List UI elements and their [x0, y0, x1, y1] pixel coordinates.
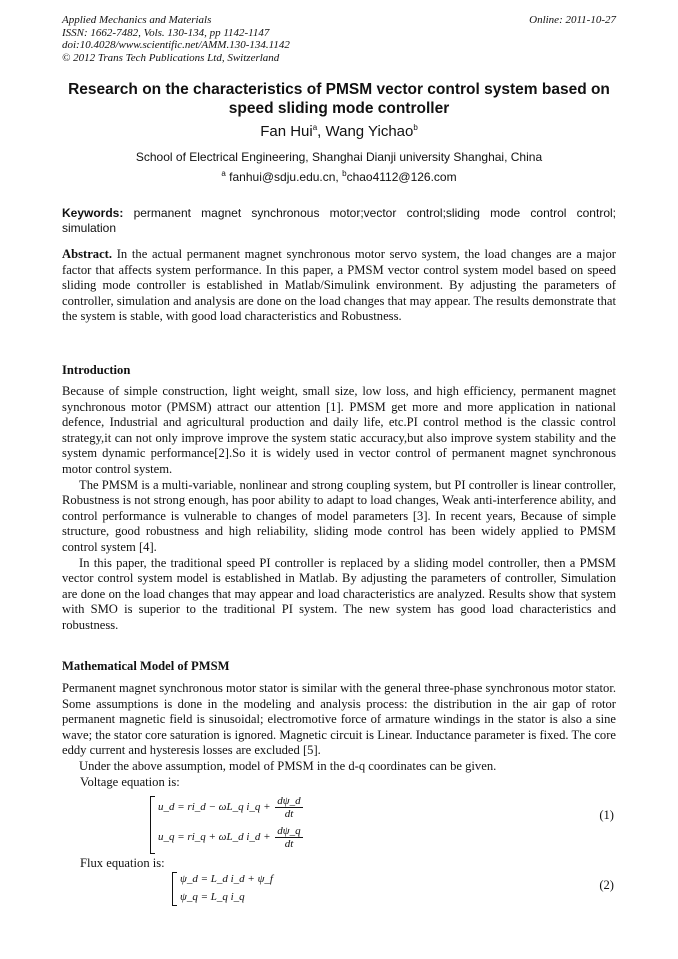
equation-1-number: (1): [599, 808, 614, 822]
authors: [0, 123, 678, 140]
equation-2-line-2: ψ_q = L_q i_q: [180, 891, 245, 903]
email-b: chao4112@126.com: [346, 170, 457, 184]
intro-paragraph-1: Because of simple construction, light weight, small size, low loss, and high efficiency, permanent magnet synchronous motor (PMSM) attract our attention [1]. PMSM get more and more application in national defence, Industrial and agricultural production and daily life, etc.PI control method is the classic control strategy,it can not only improve improve the system static accuracy,but also improve system stability and the system dynamic performance[2].So it is widely used in vector control of permanent magnet synchronous motor control system.: [62, 384, 616, 476]
abstract-text: In the actual permanent magnet synchronous motor servo system, the load changes are a major factor that affects system performance. In this paper, a PMSM vector control system model based on speed sliding mode controller is established in Matlab/Simulink environment. By adjusting the parameters of controller, simulation and analysis are done on the load changes that may appear. The results demonstrate that the system is stable, with good load characteristics and Robustness.: [62, 247, 616, 324]
intro-paragraph-2: The PMSM is a multi-variable, nonlinear and strong coupling system, but PI controller is linear controller, Robustness is not strong enough, has poor ability to adapt to load changes, Weak anti-interference ability, and control performance is vulnerable to changes of model parameters [3]. In recent years, Because of simple structure, good robustness and high reliability, sliding mode control has been widely applied to PMSM control system [4].: [62, 477, 616, 554]
voltage-equation-label: Voltage equation is:: [80, 775, 180, 789]
email-a-sup: a: [221, 169, 226, 178]
model-paragraph-1: Permanent magnet synchronous motor stator is similar with the general three-phase synchronous motor stator. Some assumptions is done in the modeling and analysis process: the distribution in the air gap of rotor permanent magnetic field is sinusoidal; electromotive force of armature windings in the stator is also a sine wave; the stator core saturation is ignored. Magnetic circuit is Linear. Inductance parameter is fixed. The core eddy current and hysteresis losses are excluded [5].: [62, 681, 617, 758]
flux-equation-label: Flux equation is:: [80, 856, 165, 870]
issn: ISSN: 1662-7482, Vols. 130-134, pp 1142-1147: [62, 26, 270, 39]
author-2-sup: b: [413, 123, 418, 132]
intro-body: [62, 384, 616, 634]
author-separator: ,: [317, 123, 326, 140]
equation-1-line-1: u_d = ri_d − ωL_q i_q + $\frac{d\psi\_d}{dt}$: [158, 795, 301, 820]
equation-2-line-1: ψ_d = L_d i_d + ψ_f: [180, 873, 273, 885]
page-header: [62, 14, 616, 64]
intro-heading: Introduction: [62, 363, 131, 377]
keywords: [62, 206, 616, 236]
doi: doi:10.4028/www.scientific.net/AMM.130-134.1142: [62, 39, 290, 51]
equation-2-number: (2): [599, 878, 614, 892]
journal-name: Applied Mechanics and Materials: [62, 14, 212, 26]
keywords-text: permanent magnet synchronous motor;vector control;sliding mode control control; simulation: [62, 206, 616, 235]
email-a: fanhui@sdju.edu.cn,: [225, 170, 343, 184]
copyright: © 2012 Trans Tech Publications Ltd, Switzerland: [62, 51, 280, 64]
email-b-sup: b: [342, 169, 347, 178]
intro-paragraph-3: In this paper, the traditional speed PI controller is replaced by a sliding model controller, then a PMSM vector control system model is established in Matlab. By adjusting the parameters of controller, Simulation are done on the load changes that may appear and load characteristics are analyzed. Results show that system with SMO is superior to the traditional PI system. The new system has good load characteristics and robustness.: [62, 555, 616, 632]
paper-title: Research on the characteristics of PMSM vector control system based on speed sliding mode controller: [68, 81, 610, 117]
author-2: Wang Yichao: [325, 123, 414, 140]
author-1-sup: a: [312, 123, 318, 132]
online-date: Online: 2011-10-27: [529, 14, 616, 26]
equation-2-brace: [172, 872, 177, 906]
equation-1-brace: [150, 796, 155, 854]
keywords-label: Keywords:: [62, 206, 124, 220]
model-heading: Mathematical Model of PMSM: [62, 659, 230, 673]
author-1: Fan Hui: [260, 123, 313, 140]
emails: [0, 170, 678, 184]
equation-1-line-2: u_q = ri_q + ωL_d i_d + $\frac{d\psi\_q}{dt}$: [158, 825, 301, 850]
model-paragraph-2: Under the above assumption, model of PMSM in the d-q coordinates can be given.: [79, 758, 497, 773]
abstract: [62, 247, 616, 325]
model-body: [62, 681, 616, 775]
affiliation: School of Electrical Engineering, Shanghai Dianji university Shanghai, China: [135, 150, 543, 164]
abstract-label: Abstract.: [62, 247, 113, 261]
